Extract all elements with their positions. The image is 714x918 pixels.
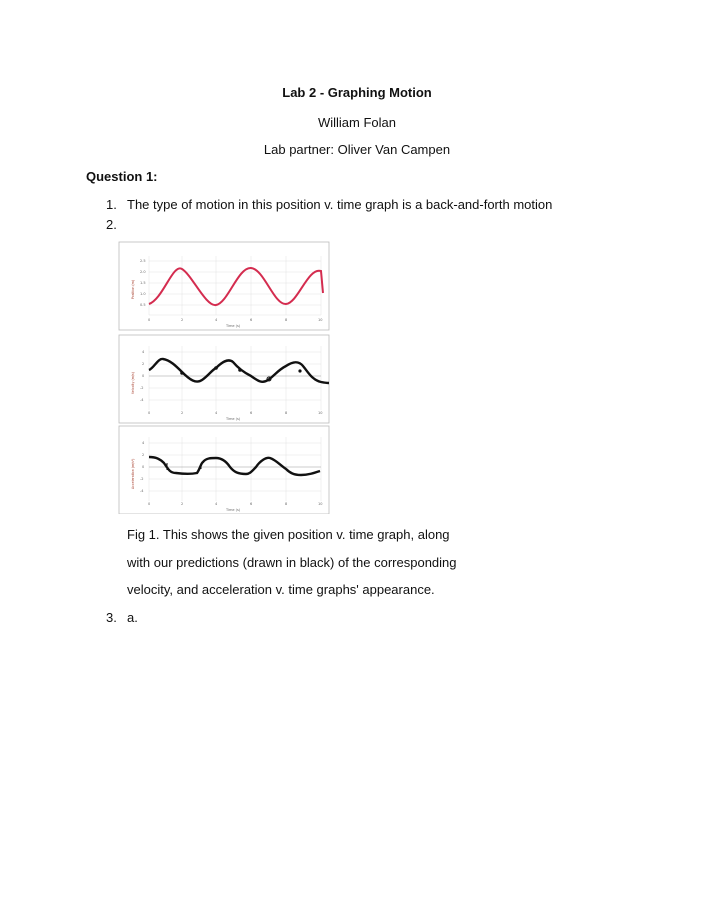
prediction-marker	[238, 368, 242, 372]
list-text: a.	[127, 610, 138, 625]
y-tick-label: 4	[142, 441, 145, 445]
velocity-graph	[119, 335, 329, 423]
y-tick-label: 2	[142, 362, 145, 366]
list-item	[106, 217, 127, 232]
author-name: William Folan	[317, 115, 396, 130]
x-axis-label: Time (s)	[226, 324, 241, 328]
x-tick-label: 10	[318, 411, 323, 415]
x-axis-label: Time (s)	[226, 508, 241, 512]
motion-graphs-figure	[118, 241, 330, 514]
x-tick-label: 10	[318, 318, 323, 322]
prediction-marker	[214, 366, 218, 370]
x-tick-label: 8	[285, 411, 288, 415]
figure-caption-line: velocity, and acceleration v. time graphs' appearance.	[127, 582, 435, 597]
y-tick-label: 2	[142, 453, 145, 457]
list-number: 3.	[106, 610, 117, 625]
prediction-marker	[298, 369, 301, 372]
x-tick-label: 0	[148, 318, 151, 322]
y-tick-label: 2.5	[140, 259, 146, 263]
x-axis-label: Time (s)	[226, 417, 241, 421]
graph-frame	[119, 242, 329, 330]
x-tick-label: 6	[250, 502, 253, 506]
x-tick-label: 4	[215, 318, 218, 322]
x-tick-label: 6	[250, 318, 253, 322]
lab-partner: Lab partner: Oliver Van Campen	[263, 142, 451, 157]
y-tick-label: 0	[142, 374, 145, 378]
y-tick-label: 2.0	[140, 270, 146, 274]
y-axis-label: Velocity (m/s)	[131, 372, 135, 394]
x-tick-label: 4	[215, 411, 218, 415]
x-tick-label: 4	[215, 502, 218, 506]
x-tick-label: 2	[181, 318, 184, 322]
document-title: Lab 2 - Graphing Motion	[282, 85, 432, 100]
x-tick-label: 8	[285, 318, 288, 322]
y-tick-label: -4	[140, 489, 144, 493]
list-number: 2.	[106, 217, 117, 232]
prediction-marker	[180, 371, 184, 375]
figure-caption-line: Fig 1. This shows the given position v. time graph, along	[127, 527, 450, 542]
x-tick-label: 8	[285, 502, 288, 506]
list-text: The type of motion in this position v. time graph is a back-and-forth motion	[127, 197, 553, 212]
list-number: 1.	[106, 197, 117, 212]
y-tick-label: 0.5	[140, 303, 146, 307]
y-axis-label: Position (m)	[131, 279, 135, 299]
y-tick-label: 4	[142, 350, 145, 354]
y-tick-label: 1.5	[140, 281, 146, 285]
x-tick-label: 2	[181, 502, 184, 506]
y-tick-label: -4	[140, 398, 144, 402]
x-tick-label: 2	[181, 411, 184, 415]
acceleration-graph	[119, 426, 329, 514]
position-graph	[119, 242, 329, 330]
list-item	[106, 197, 552, 212]
y-tick-label: -2	[140, 477, 144, 481]
y-tick-label: -2	[140, 386, 144, 390]
x-tick-label: 10	[318, 502, 323, 506]
list-item	[106, 610, 138, 625]
y-tick-label: 1.0	[140, 292, 146, 296]
graph-frame	[119, 335, 329, 423]
graph-frame	[119, 426, 329, 514]
figure-caption-line: with our predictions (drawn in black) of the corresponding	[127, 555, 457, 570]
x-tick-label: 6	[250, 411, 253, 415]
x-tick-label: 0	[148, 411, 151, 415]
question-heading: Question 1:	[86, 169, 158, 184]
y-axis-label: Acceleration (m/s²)	[131, 458, 135, 489]
x-tick-label: 0	[148, 502, 151, 506]
y-tick-label: 0	[142, 465, 145, 469]
